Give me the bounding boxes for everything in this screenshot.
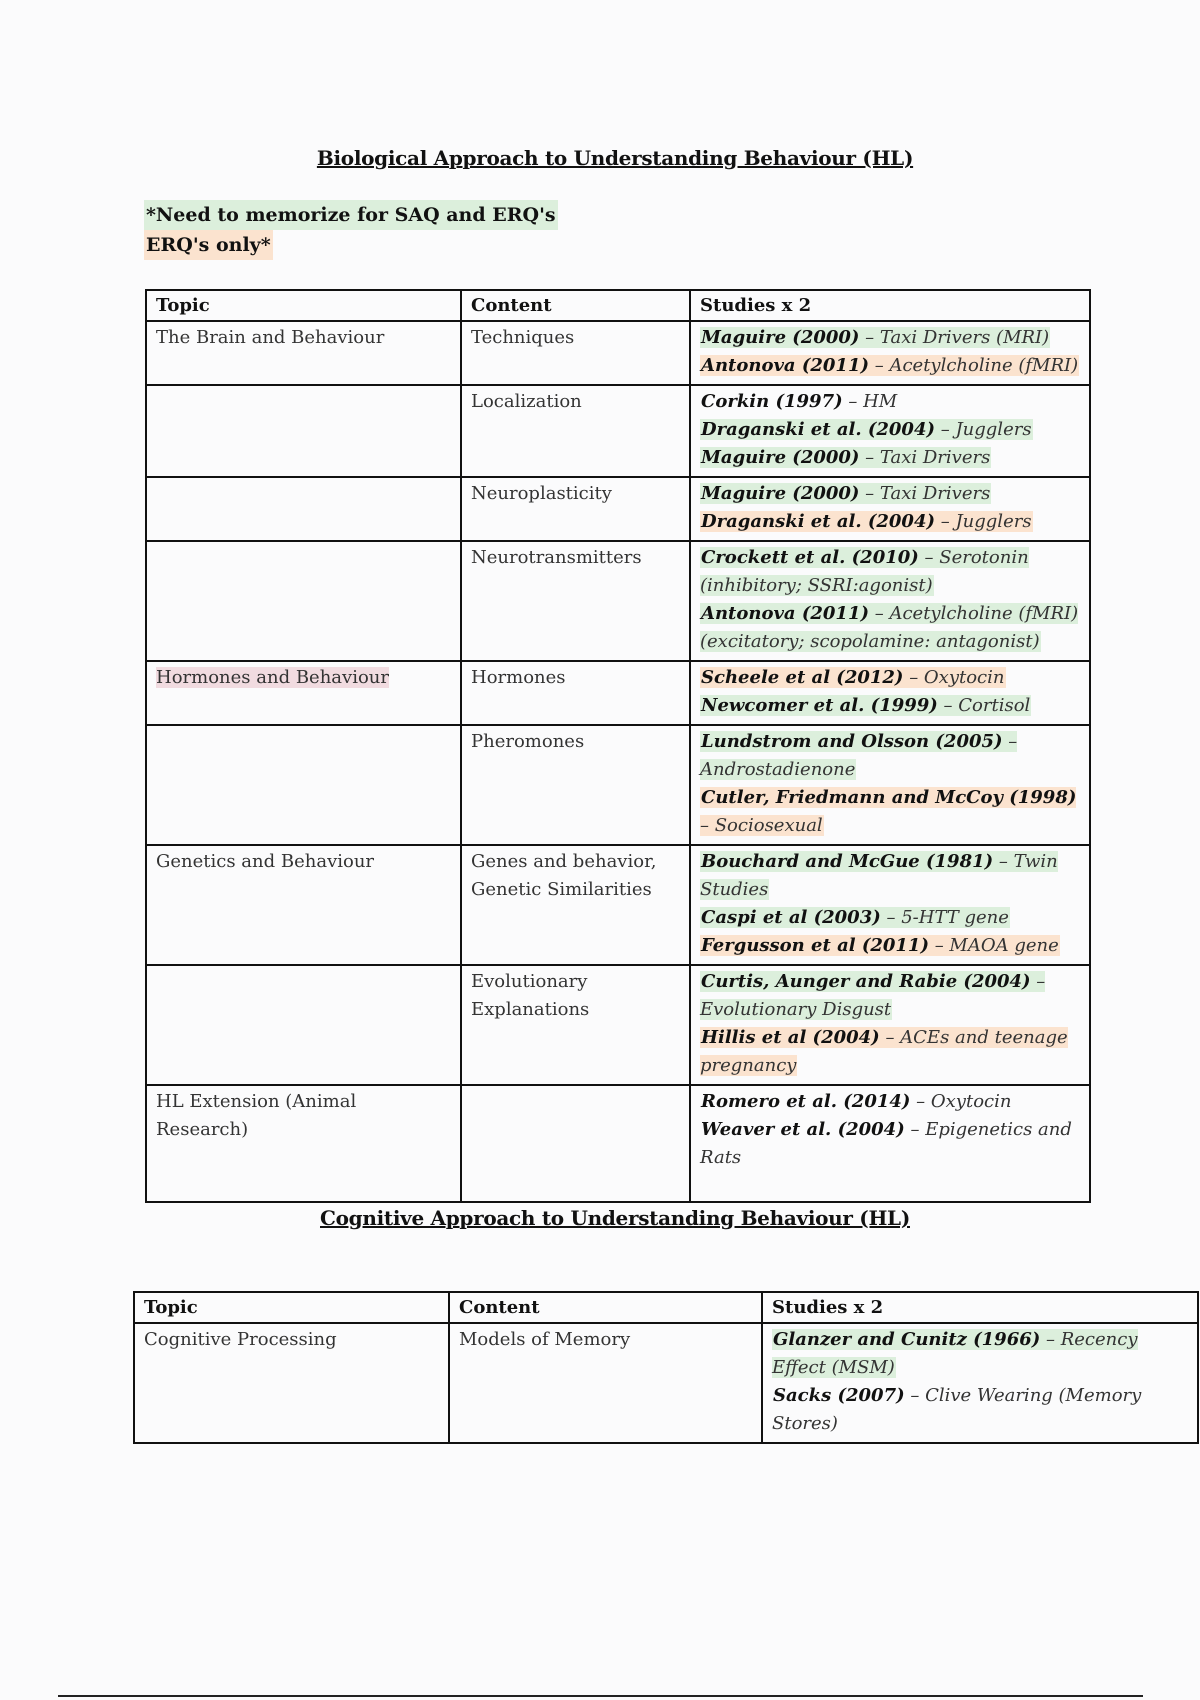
study-description: – Cortisol [943, 695, 1031, 716]
study-author: Caspi et al (2003) [701, 907, 881, 928]
content-cell [461, 661, 690, 725]
header-topic: Topic [134, 1292, 449, 1323]
study-description: – Evolutionary Disgust [700, 971, 1046, 1020]
table-row [146, 541, 1090, 661]
content-cell [461, 845, 690, 965]
section-title-cognitive: Cognitive Approach to Understanding Behaviour (HL) [320, 1206, 910, 1230]
study-description: – Acetylcholine (fMRI) (excitatory; scopolamine: antagonist) [700, 603, 1079, 652]
topic-cell [146, 661, 461, 725]
study-description: – ACEs and teenage pregnancy [700, 1027, 1068, 1076]
table-row [146, 477, 1090, 541]
topic-text: Cognitive Processing [144, 1329, 337, 1350]
studies-cell [690, 965, 1090, 1085]
content-text: Hormones [471, 667, 566, 688]
content-text: Models of Memory [459, 1329, 631, 1350]
study-description: – Acetylcholine (fMRI) [874, 355, 1079, 376]
study-description: – Taxi Drivers (MRI) [865, 327, 1050, 348]
study-entry [700, 352, 1081, 380]
study-author: Glanzer and Cunitz (1966) [773, 1329, 1041, 1350]
content-cell [461, 385, 690, 477]
study-entry [700, 416, 1081, 444]
topic-cell [134, 1323, 449, 1443]
study-entry [700, 508, 1081, 536]
study-description: – Jugglers [940, 419, 1032, 440]
study-author: Newcomer et al. (1999) [701, 695, 938, 716]
content-cell [461, 965, 690, 1085]
table-row [146, 725, 1090, 845]
topic-cell [146, 1085, 461, 1202]
study-author: Antonova (2011) [701, 603, 869, 624]
topic-text: The Brain and Behaviour [156, 327, 385, 348]
study-description: – Oxytocin [916, 1091, 1012, 1112]
study-description: – Taxi Drivers [865, 483, 991, 504]
content-cell [461, 477, 690, 541]
study-description: – Oxytocin [909, 667, 1005, 688]
content-cell [461, 725, 690, 845]
study-entry [700, 932, 1081, 960]
study-entry [700, 600, 1081, 656]
table-row [146, 1085, 1090, 1202]
table-row [134, 1323, 1198, 1443]
study-author: Maguire (2000) [701, 327, 860, 348]
study-description: – Twin Studies [700, 851, 1058, 900]
study-entry [700, 324, 1081, 352]
study-entry [700, 444, 1081, 472]
study-author: Bouchard and McGue (1981) [701, 851, 994, 872]
studies-cell [690, 541, 1090, 661]
legend-orange: ERQ's only* [144, 230, 273, 260]
content-text: Localization [471, 391, 582, 412]
studies-cell [690, 661, 1090, 725]
study-author: Hillis et al (2004) [701, 1027, 880, 1048]
studies-cell [762, 1323, 1198, 1443]
study-description: – Androstadienone [700, 731, 1018, 780]
content-text: Techniques [471, 327, 575, 348]
studies-cell [690, 845, 1090, 965]
study-entry [700, 904, 1081, 932]
study-author: Draganski et al. (2004) [701, 511, 935, 532]
study-entry [700, 728, 1081, 784]
color-legend [144, 200, 558, 260]
biological-table [145, 289, 1091, 1203]
study-description: – Recency Effect (MSM) [772, 1329, 1138, 1378]
study-description: – Taxi Drivers [865, 447, 991, 468]
content-text: Genes and behavior, Genetic Similarities [471, 851, 657, 900]
studies-cell [690, 321, 1090, 385]
study-entry [700, 1024, 1081, 1080]
content-text: Neuroplasticity [471, 483, 612, 504]
content-cell [449, 1323, 762, 1443]
table-header-row [134, 1292, 1198, 1323]
legend-green: *Need to memorize for SAQ and ERQ's [144, 200, 558, 230]
header-studies: Studies x 2 [762, 1292, 1198, 1323]
table-header-row [146, 290, 1090, 321]
page-bottom-rule [58, 1695, 1143, 1697]
table-row [146, 845, 1090, 965]
content-text: Neurotransmitters [471, 547, 642, 568]
study-description: – Serotonin (inhibitory; SSRI:agonist) [700, 547, 1029, 596]
table-row [146, 661, 1090, 725]
content-text: Evolutionary Explanations [471, 971, 590, 1020]
study-author: Draganski et al. (2004) [701, 419, 935, 440]
study-author: Maguire (2000) [701, 483, 860, 504]
content-cell [461, 541, 690, 661]
study-description: – HM [848, 391, 898, 412]
topic-cell [146, 725, 461, 845]
section-title-biological: Biological Approach to Understanding Behaviour (HL) [316, 146, 914, 170]
study-entry [700, 968, 1081, 1024]
table-row [146, 385, 1090, 477]
study-entry [700, 388, 1081, 416]
studies-cell [690, 385, 1090, 477]
study-author: Crockett et al. (2010) [701, 547, 919, 568]
studies-cell [690, 477, 1090, 541]
study-author: Sacks (2007) [773, 1385, 905, 1406]
topic-text: Hormones and Behaviour [156, 667, 389, 688]
cognitive-table [133, 1291, 1199, 1444]
content-text: Pheromones [471, 731, 585, 752]
topic-cell [146, 385, 461, 477]
study-author: Maguire (2000) [701, 447, 860, 468]
study-author: Antonova (2011) [701, 355, 869, 376]
header-content: Content [461, 290, 690, 321]
study-entry [700, 664, 1081, 692]
study-author: Fergusson et al (2011) [701, 935, 929, 956]
header-studies: Studies x 2 [690, 290, 1090, 321]
study-author: Lundstrom and Olsson (2005) [701, 731, 1003, 752]
content-cell [461, 321, 690, 385]
header-content: Content [449, 1292, 762, 1323]
topic-cell [146, 477, 461, 541]
study-entry [700, 1088, 1081, 1116]
content-cell [461, 1085, 690, 1202]
topic-cell [146, 965, 461, 1085]
study-author: Curtis, Aunger and Rabie (2004) [701, 971, 1031, 992]
studies-cell [690, 725, 1090, 845]
study-author: Weaver et al. (2004) [701, 1119, 905, 1140]
study-description: – Epigenetics and Rats [700, 1119, 1072, 1168]
study-author: Corkin (1997) [701, 391, 843, 412]
study-entry [772, 1382, 1189, 1438]
study-entry [700, 1116, 1081, 1172]
study-entry [700, 848, 1081, 904]
table-row [146, 965, 1090, 1085]
study-entry [772, 1326, 1189, 1382]
study-entry [700, 544, 1081, 600]
study-author: Romero et al. (2014) [701, 1091, 911, 1112]
study-author: Scheele et al (2012) [701, 667, 904, 688]
study-description: – 5-HTT gene [886, 907, 1009, 928]
study-description: – Sociosexual [700, 815, 823, 836]
topic-cell [146, 321, 461, 385]
topic-text: Genetics and Behaviour [156, 851, 375, 872]
study-entry [700, 784, 1081, 840]
topic-text: HL Extension (Animal Research) [156, 1091, 357, 1140]
header-topic: Topic [146, 290, 461, 321]
study-entry [700, 480, 1081, 508]
topic-cell [146, 845, 461, 965]
studies-cell [690, 1085, 1090, 1202]
table-row [146, 321, 1090, 385]
topic-cell [146, 541, 461, 661]
study-author: Cutler, Friedmann and McCoy (1998) [701, 787, 1077, 808]
study-description: – MAOA gene [934, 935, 1059, 956]
study-entry [700, 692, 1081, 720]
study-description: – Clive Wearing (Memory Stores) [772, 1385, 1142, 1434]
study-description: – Jugglers [940, 511, 1032, 532]
